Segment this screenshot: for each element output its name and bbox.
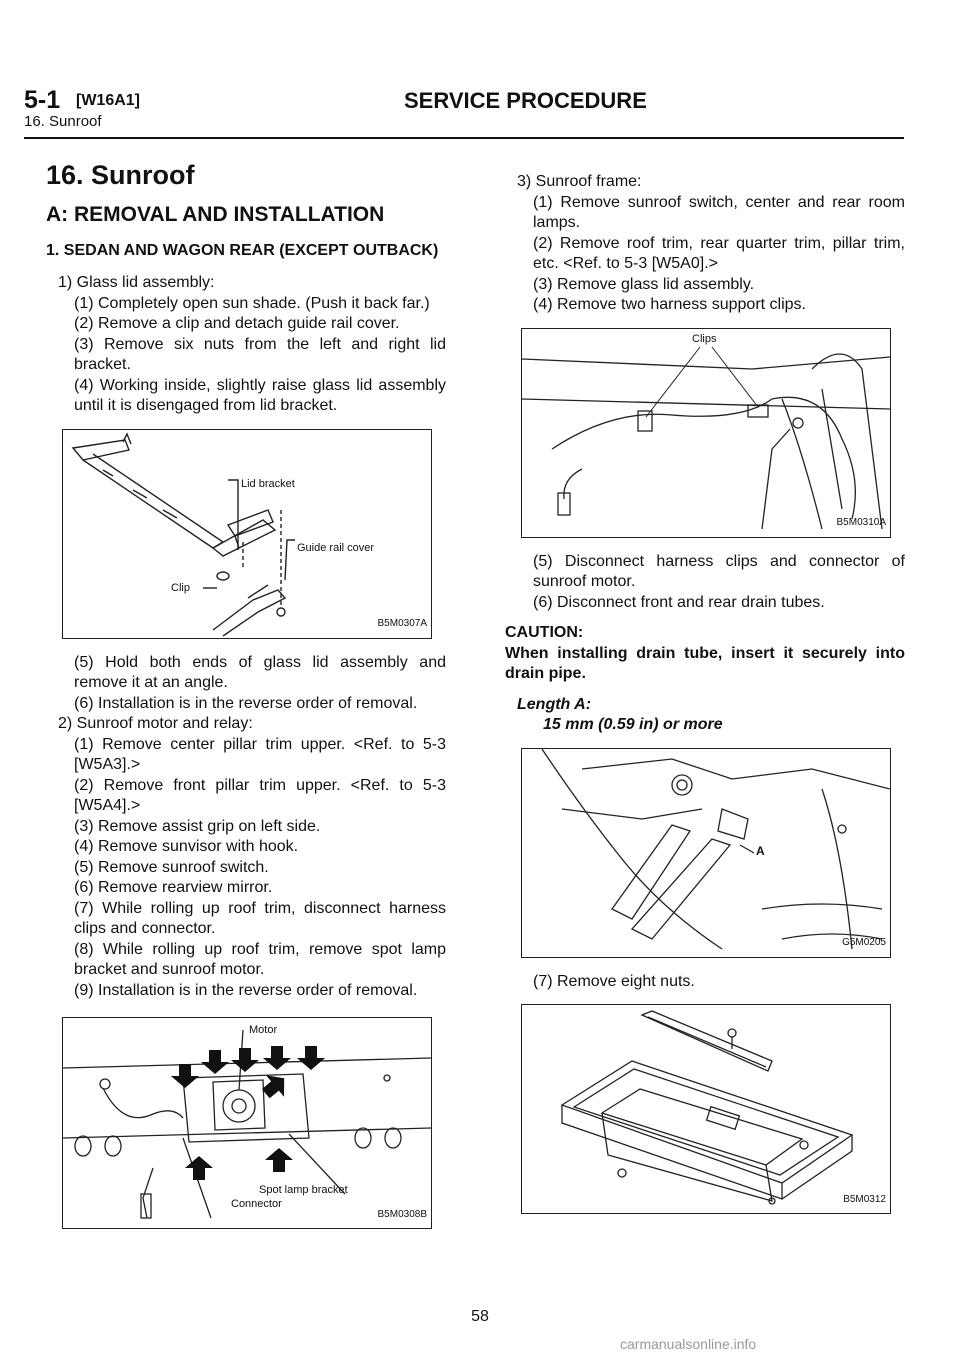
step-item: (5) Disconnect harness clips and connector of sunroof motor. [533,552,905,590]
label-spot-lamp-bracket: Spot lamp bracket [259,1184,348,1196]
label-motor: Motor [249,1024,278,1036]
sunroof-frame-drawing [522,1005,890,1213]
step-item: (1) Completely open sun shade. (Push it back far.) [74,294,430,312]
header-title: SERVICE PROCEDURE [404,88,647,113]
page-number: 58 [471,1308,489,1325]
figure-code: G5M0205 [842,937,886,948]
subsection-heading: A: REMOVAL AND INSTALLATION [46,203,385,226]
label-length-a: A [756,843,765,858]
step-item: (2) Remove front pillar trim upper. <Ref. to 5-3 [W5A4].> [74,776,446,814]
left-column [46,158,446,1243]
figure-sunroof-frame [521,1004,891,1214]
step-item: (7) Remove eight nuts. [533,972,695,990]
step-item: (4) Remove sunvisor with hook. [74,838,299,855]
label-clip: Clip [171,581,190,594]
step-item: (4) Working inside, slightly raise glass lid assembly until it is disengaged from lid bracket. [74,376,446,414]
label-connector: Connector [231,1198,282,1210]
spec-value: 15 mm (0.59 in) or more [543,716,723,733]
figure-sunroof-motor [62,1017,432,1229]
figure-code: B5M0307A [377,618,427,629]
step-title: 1) Glass lid assembly: [58,274,215,291]
step-item: (6) Disconnect front and rear drain tubes. [533,593,825,611]
model-heading: 1. SEDAN AND WAGON REAR (EXCEPT OUTBACK) [46,242,439,259]
step-item: (9) Installation is in the reverse order of removal. [74,981,418,999]
step-item: (2) Remove roof trim, rear quarter trim, pillar trim, etc. <Ref. to 5-3 [W5A0].> [533,234,905,272]
figure-code: B5M0310A [836,517,886,528]
step-item: (8) While rolling up roof trim, remove spot lamp bracket and sunroof motor. [74,940,446,978]
caution-text: When installing drain tube, insert it securely into drain pipe. [505,644,905,682]
section-heading: 16. Sunroof [46,160,195,190]
figure-code: B5M0312 [843,1193,886,1205]
lid-bracket-drawing [63,430,431,638]
step-item: (5) Hold both ends of glass lid assembly and remove it at an angle. [74,653,446,691]
harness-clips-drawing [522,329,890,537]
header-rule [24,137,904,139]
step-item: (1) Remove sunroof switch, center and rear room lamps. [533,193,905,231]
step-item: (4) Remove two harness support clips. [533,296,806,313]
step-item: (3) Remove assist grip on left side. [74,817,321,835]
step-item: (5) Remove sunroof switch. [74,858,269,876]
step-item: (3) Remove glass lid assembly. [533,275,755,293]
figure-lid-bracket [62,429,432,639]
label-guide-rail-cover: Guide rail cover [297,541,375,554]
right-column [505,172,905,1228]
page-header [24,86,904,138]
figure-harness-clips [521,328,891,538]
step-item: (6) Remove rearview mirror. [74,879,273,896]
section-code: [W16A1] [76,92,141,109]
step-item: (2) Remove a clip and detach guide rail cover. [74,315,400,332]
drain-tube-drawing [522,749,890,957]
section-number: 5-1 [24,86,61,114]
step-item: (1) Remove center pillar trim upper. <Ref. to 5-3 [W5A3].> [74,735,446,773]
figure-code: B5M0308B [377,1208,427,1220]
figure-drain-tube [521,748,891,958]
label-clips: Clips [692,332,717,345]
step-item: (3) Remove six nuts from the left and right lid bracket. [74,335,446,373]
step-title: 2) Sunroof motor and relay: [58,715,253,732]
step-item: (7) While rolling up roof trim, disconnect harness clips and connector. [74,899,446,937]
watermark: carmanualsonline.info [620,1336,757,1352]
label-lid-bracket: Lid bracket [241,477,295,490]
step-title: 3) Sunroof frame: [517,173,642,190]
header-subtitle: 16. Sunroof [24,113,102,130]
caution-title: CAUTION: [505,624,584,641]
sunroof-motor-drawing [63,1018,431,1228]
step-item: (6) Installation is in the reverse order of removal. [74,694,418,712]
spec-label: Length A: [517,695,592,713]
